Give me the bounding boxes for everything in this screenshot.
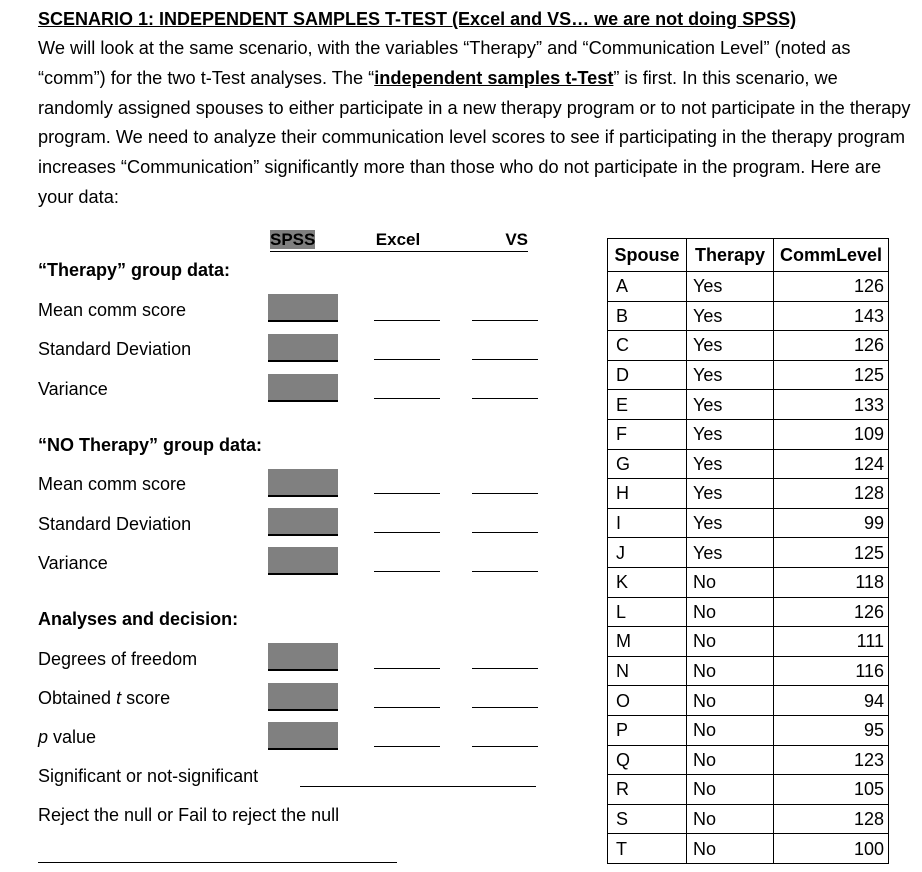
- df-spss-box: [268, 643, 338, 671]
- no-therapy-variance-label: Variance: [38, 553, 108, 573]
- t-score-label: Obtained t score: [38, 688, 171, 708]
- therapy-group-title: “Therapy” group data:: [38, 260, 231, 280]
- therapy-cell: Yes: [687, 479, 774, 509]
- therapy-variance-excel-blank: [374, 398, 440, 399]
- commlevel-cell: 109: [774, 419, 889, 449]
- spouse-cell: E: [608, 390, 687, 420]
- table-row: [608, 597, 889, 627]
- spouse-cell: M: [608, 627, 687, 657]
- therapy-variance-vs-blank: [472, 398, 538, 399]
- commlevel-cell: 100: [774, 834, 889, 864]
- no-therapy-mean-label: Mean comm score: [38, 474, 187, 494]
- significance-label: Significant or not-significant: [38, 766, 259, 786]
- p-value-vs-blank: [472, 746, 538, 747]
- commlevel-cell: 94: [774, 686, 889, 716]
- commlevel-cell: 126: [774, 272, 889, 302]
- therapy-cell: Yes: [687, 272, 774, 302]
- therapy-cell: Yes: [687, 331, 774, 361]
- commlevel-cell: 125: [774, 360, 889, 390]
- table-row: [608, 567, 889, 597]
- header-spouse: Spouse: [608, 239, 687, 272]
- intro-text-1: We will look at the same scenario, with the variables “Therapy” and “Communication Level” (noted as “comm”) for the two t-Test analyses. The “: [38, 38, 851, 88]
- commlevel-cell: 128: [774, 479, 889, 509]
- spouse-cell: G: [608, 449, 687, 479]
- therapy-cell: No: [687, 804, 774, 834]
- spouse-cell: C: [608, 331, 687, 361]
- analyses-title: Analyses and decision:: [38, 609, 239, 629]
- commlevel-cell: 95: [774, 715, 889, 745]
- t-score-excel-blank: [374, 707, 440, 708]
- table-row: [608, 775, 889, 805]
- no-therapy-mean-vs-blank: [472, 493, 538, 494]
- therapy-sd-spss-box: [268, 334, 338, 362]
- table-row: [608, 656, 889, 686]
- therapy-cell: Yes: [687, 419, 774, 449]
- therapy-cell: Yes: [687, 538, 774, 568]
- t-score-spss-box: [268, 683, 338, 711]
- therapy-sd-vs-blank: [472, 359, 538, 360]
- no-therapy-mean-excel-blank: [374, 493, 440, 494]
- spouse-cell: J: [608, 538, 687, 568]
- table-row: [608, 745, 889, 775]
- table-row: [608, 538, 889, 568]
- commlevel-cell: 105: [774, 775, 889, 805]
- spouse-cell: A: [608, 272, 687, 302]
- intro-text-2: ” is first. In this scenario, we randomly assigned spouses to either participate in a new therapy program or to not participate in the therapy program. We need to analyze their communication level scores to see if participating in the therapy program increases “Communication” significantly more than those who do not participate in the program. Here are your data:: [38, 67, 911, 207]
- column-header-vs: VS: [462, 229, 528, 252]
- commlevel-cell: 125: [774, 538, 889, 568]
- no-therapy-variance-excel-blank: [374, 571, 440, 572]
- spouse-cell: F: [608, 419, 687, 449]
- commlevel-cell: 128: [774, 804, 889, 834]
- significance-blank: [300, 786, 536, 787]
- spouse-cell: N: [608, 656, 687, 686]
- spouse-cell: D: [608, 360, 687, 390]
- no-therapy-variance-vs-blank: [472, 571, 538, 572]
- therapy-cell: No: [687, 567, 774, 597]
- therapy-variance-label: Variance: [38, 379, 108, 399]
- table-row: [608, 804, 889, 834]
- df-vs-blank: [472, 668, 538, 669]
- t-score-vs-blank: [472, 707, 538, 708]
- therapy-mean-label: Mean comm score: [38, 300, 187, 320]
- table-row: [608, 686, 889, 716]
- no-therapy-sd-spss-box: [268, 508, 338, 536]
- no-therapy-sd-excel-blank: [374, 532, 440, 533]
- table-row: [608, 479, 889, 509]
- commlevel-cell: 124: [774, 449, 889, 479]
- table-row: [608, 627, 889, 657]
- spouse-cell: K: [608, 567, 687, 597]
- header-commlevel: CommLevel: [774, 239, 889, 272]
- therapy-cell: No: [687, 597, 774, 627]
- therapy-cell: No: [687, 656, 774, 686]
- therapy-cell: Yes: [687, 360, 774, 390]
- commlevel-cell: 123: [774, 745, 889, 775]
- reject-null-blank: [38, 862, 397, 863]
- commlevel-cell: 118: [774, 567, 889, 597]
- therapy-mean-vs-blank: [472, 320, 538, 321]
- therapy-cell: Yes: [687, 508, 774, 538]
- table-row: [608, 508, 889, 538]
- therapy-cell: No: [687, 715, 774, 745]
- therapy-cell: Yes: [687, 301, 774, 331]
- no-therapy-mean-spss-box: [268, 469, 338, 497]
- df-excel-blank: [374, 668, 440, 669]
- spouse-cell: Q: [608, 745, 687, 775]
- spouse-cell: S: [608, 804, 687, 834]
- spouse-cell: T: [608, 834, 687, 864]
- table-row: [608, 834, 889, 864]
- table-row: [608, 715, 889, 745]
- intro-paragraph: [38, 34, 912, 213]
- spouse-cell: O: [608, 686, 687, 716]
- table-row: [608, 419, 889, 449]
- therapy-cell: No: [687, 686, 774, 716]
- scenario-heading: SCENARIO 1: INDEPENDENT SAMPLES T-TEST (Excel and VS… we are not doing SPSS): [38, 9, 797, 29]
- commlevel-cell: 126: [774, 597, 889, 627]
- column-header-spss: SPSS: [270, 229, 334, 252]
- commlevel-cell: 133: [774, 390, 889, 420]
- commlevel-cell: 126: [774, 331, 889, 361]
- no-therapy-variance-spss-box: [268, 547, 338, 575]
- table-row: [608, 301, 889, 331]
- data-table: [607, 238, 889, 864]
- table-row: [608, 390, 889, 420]
- table-header-row: [608, 239, 889, 272]
- spouse-cell: P: [608, 715, 687, 745]
- spouse-cell: L: [608, 597, 687, 627]
- spouse-cell: B: [608, 301, 687, 331]
- df-label: Degrees of freedom: [38, 649, 198, 669]
- therapy-sd-label: Standard Deviation: [38, 339, 192, 359]
- commlevel-cell: 143: [774, 301, 889, 331]
- p-value-excel-blank: [374, 746, 440, 747]
- reject-null-label: Reject the null or Fail to reject the null: [38, 805, 340, 825]
- therapy-cell: No: [687, 834, 774, 864]
- commlevel-cell: 116: [774, 656, 889, 686]
- therapy-cell: Yes: [687, 449, 774, 479]
- column-header-excel: Excel: [334, 229, 462, 252]
- no-therapy-sd-vs-blank: [472, 532, 538, 533]
- spouse-cell: I: [608, 508, 687, 538]
- therapy-cell: No: [687, 627, 774, 657]
- table-row: [608, 331, 889, 361]
- p-value-spss-box: [268, 722, 338, 750]
- commlevel-cell: 99: [774, 508, 889, 538]
- therapy-mean-spss-box: [268, 294, 338, 322]
- table-row: [608, 449, 889, 479]
- commlevel-cell: 111: [774, 627, 889, 657]
- therapy-sd-excel-blank: [374, 359, 440, 360]
- therapy-cell: No: [687, 745, 774, 775]
- therapy-mean-excel-blank: [374, 320, 440, 321]
- no-therapy-group-title: “NO Therapy” group data:: [38, 435, 263, 455]
- spouse-cell: R: [608, 775, 687, 805]
- intro-emphasis: independent samples t-Test: [374, 67, 614, 88]
- spouse-cell: H: [608, 479, 687, 509]
- p-value-label: p value: [38, 727, 97, 747]
- therapy-cell: Yes: [687, 390, 774, 420]
- table-row: [608, 272, 889, 302]
- header-therapy: Therapy: [687, 239, 774, 272]
- no-therapy-sd-label: Standard Deviation: [38, 514, 192, 534]
- table-row: [608, 360, 889, 390]
- therapy-cell: No: [687, 775, 774, 805]
- therapy-variance-spss-box: [268, 374, 338, 402]
